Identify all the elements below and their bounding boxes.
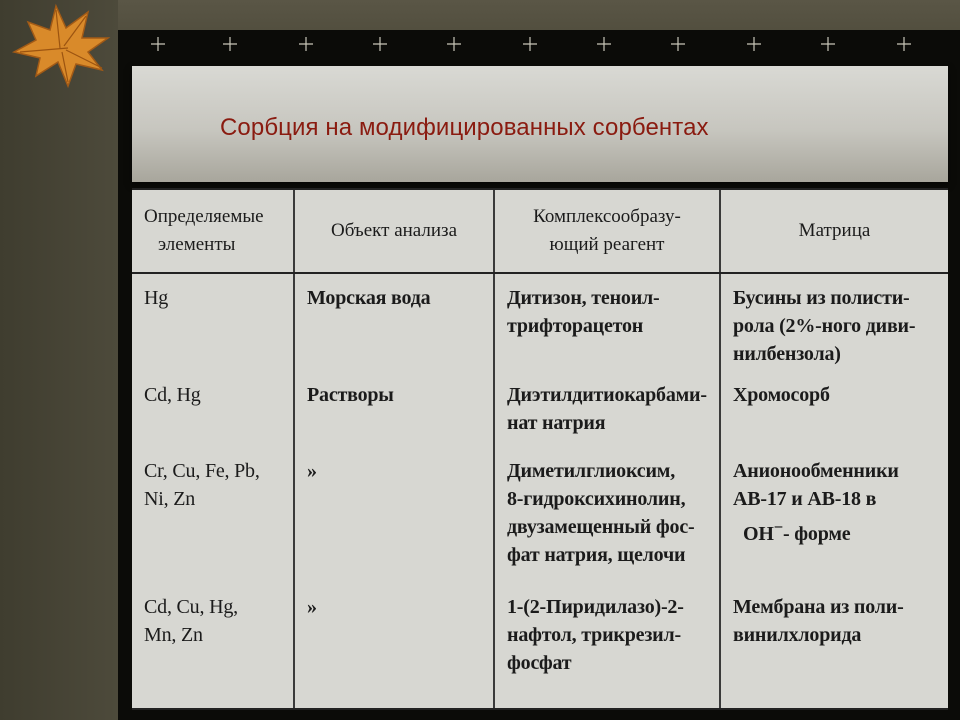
cell-object: » xyxy=(294,583,494,709)
cell-elements: Hg xyxy=(144,287,169,309)
header-reagent: Комплексообразу- ющий реагент xyxy=(494,189,720,273)
header-matrix: Матрица xyxy=(720,189,948,273)
title-band xyxy=(132,66,948,182)
cell-object: Растворы xyxy=(294,371,494,447)
cell-reagent: Диметилглиоксим, 8-гидроксихинолин, двузамещенный фос- фат натрия, щелочи xyxy=(494,447,720,583)
decorative-dot-row xyxy=(118,34,960,54)
cell-matrix: Хромосорб xyxy=(720,371,948,447)
cell-matrix: Бусины из полисти- рола (2%-ного диви- нилбензола) xyxy=(720,273,948,371)
table-header-row xyxy=(132,189,948,273)
autumn-leaf-icon xyxy=(6,0,116,90)
header-object: Объект анализа xyxy=(294,189,494,273)
cell-reagent: 1-(2-Пиридилазо)-2- нафтол, трикрезил- фосфат xyxy=(494,583,720,709)
header-elements: Определяемые элементы xyxy=(132,189,294,273)
slide-frame-left xyxy=(0,0,118,720)
slide-title: Сорбция на модифицированных сорбентах xyxy=(220,114,709,141)
table-row xyxy=(132,273,948,371)
cell-elements: Cr, Cu, Fe, Pb, Ni, Zn xyxy=(144,460,260,510)
cell-matrix: Анионообменники АВ-17 и АВ-18 в OH−- форме xyxy=(720,447,948,583)
table-row xyxy=(132,583,948,709)
table-row xyxy=(132,371,948,447)
cell-elements: Cd, Hg xyxy=(144,384,201,406)
cell-elements: Cd, Cu, Hg, Mn, Zn xyxy=(132,583,294,709)
cell-matrix: Мембрана из поли- винилхлорида xyxy=(720,583,948,709)
scanned-table-page xyxy=(132,188,948,710)
cell-object: Морская вода xyxy=(294,273,494,371)
table-row xyxy=(132,447,948,583)
cell-reagent: Диэтилдитиокарбами- нат натрия xyxy=(494,371,720,447)
cell-reagent: Дитизон, теноил- трифторацетон xyxy=(494,273,720,371)
sorption-table xyxy=(132,188,948,710)
cell-object: » xyxy=(294,447,494,583)
